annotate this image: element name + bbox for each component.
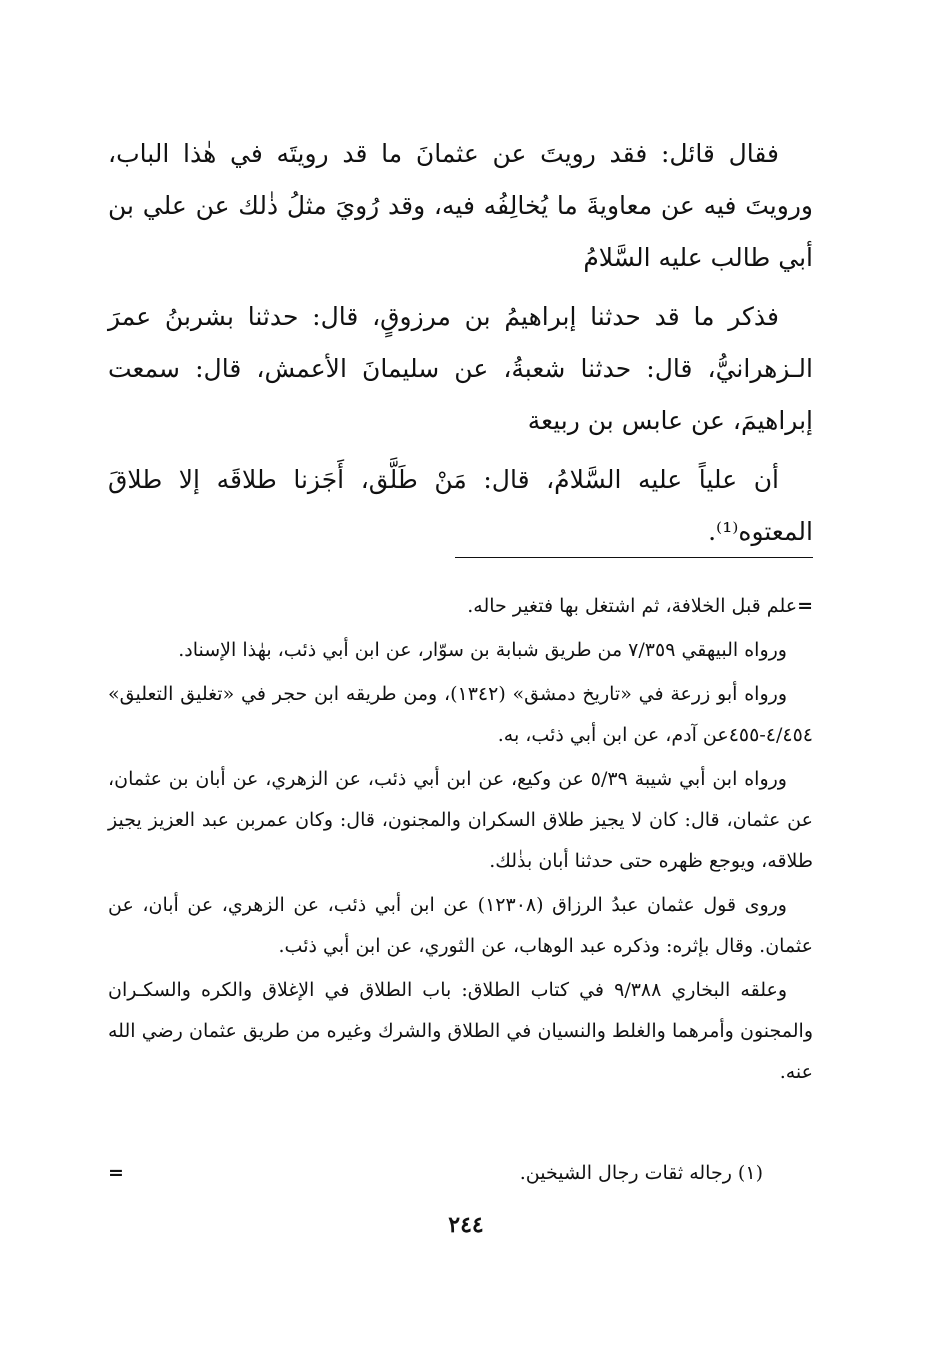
footnote-paragraph-4: وروى قول عثمان عبدُ الرزاق (١٢٣٠٨) عن ابن أبي ذئب، عن الزهري، عن أبان، عن عثمان. وقال بإثره: وذكره عبد الوهاب، عن الثوري، عن ابن أبي ذئب.	[108, 894, 813, 957]
page-number: ٢٤٤	[448, 1212, 484, 1238]
footnote-paragraph-2: ورواه أبو زرعة في «تاريخ دمشق» (١٣٤٢)، ومن طريقه ابن حجر في «تغليق التعليق» ٤/٤٥٤-٤٥٥عن آدم، عن ابن أبي ذئب، به.	[108, 683, 813, 746]
footnote-separator	[455, 557, 813, 558]
continuation-mark: =	[797, 595, 813, 617]
footnote-1-row	[108, 1153, 813, 1194]
footnotes	[108, 586, 813, 1096]
footnote-1-continues-mark: =	[108, 1162, 124, 1184]
continuation-text: علم قبل الخلافة، ثم اشتغل بها فتغير حاله.	[467, 595, 798, 617]
footnote-paragraph-5: وعلقه البخاري ٩/٣٨٨ في كتاب الطلاق: باب الطلاق في الإغلاق والكره والسكـران والمجنون وأمرهما والغلط والنسيان في الطلاق والشرك وغيره من طريق عثمان رضي الله عنه.	[108, 979, 813, 1083]
main-text	[108, 128, 813, 565]
footnote-paragraph-1: ورواه البيهقي ٧/٣٥٩ من طريق شبابة بن سوّار، عن ابن أبي ذئب، بهٰذا الإسناد.	[178, 639, 787, 661]
footnote-1: (١) رجاله ثقات رجال الشيخين.	[519, 1162, 763, 1184]
footnote-continuation	[108, 586, 813, 627]
footnote-paragraph-3: ورواه ابن أبي شيبة ٥/٣٩ عن وكيع، عن ابن أبي ذئب، عن الزهري، عن أبان بن عثمان، عن عثمان، قال: كان لا يجيز طلاق السكران والمجنون، قال: وكان عمربن عبد العزيز يجيز طلاقه، ويوجع ظهره حتى حدثنا أبان بذٰلك.	[108, 768, 813, 872]
main-paragraph-1: فقال قائل: فقد رويتَ عن عثمانَ ما قد رويتَه في هٰذا الباب، ورويتَ فيه عن معاويةَ ما يُخالِفُه فيه، وقد رُويَ مثلُ ذٰلك عن علي بن أبي طالب عليه السَّلامُ	[108, 139, 813, 272]
main-paragraph-3: أن علياً عليه السَّلامُ، قال: مَنْ طَلَّق، أَجَزنا طلاقَه إلا طلاقَ المعتوه⁽¹⁾.	[108, 465, 813, 546]
main-paragraph-2: فذكر ما قد حدثنا إبراهيمُ بن مرزوقٍ، قال: حدثنا بشربنُ عمرَ الـزهرانيُّ، قال: حدثنا شعبةُ، عن سليمانَ الأعمش، قال: سمعت إبراهيمَ، عن عابس بن ربيعة	[108, 302, 813, 435]
